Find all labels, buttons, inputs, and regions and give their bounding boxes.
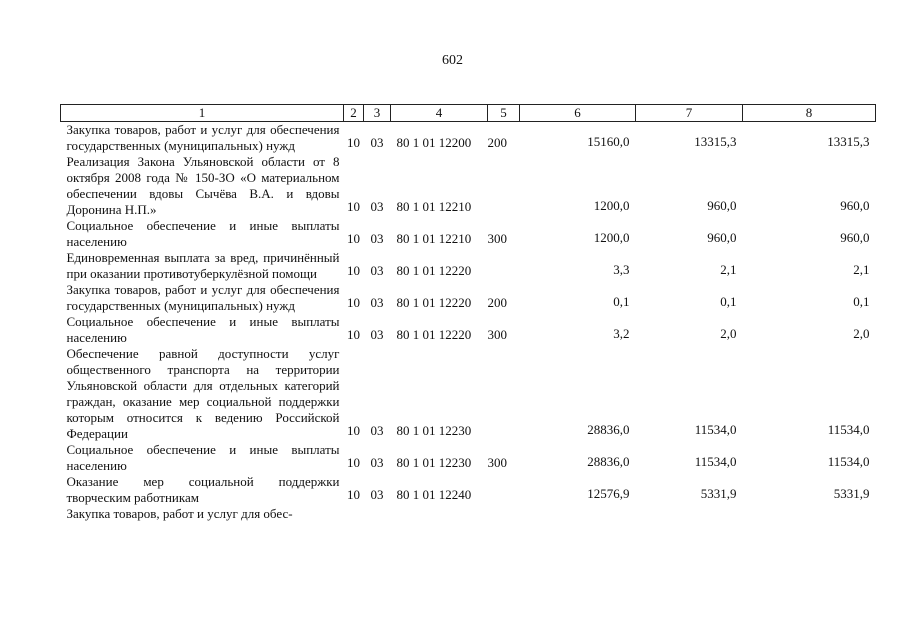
row-amount-7: 2,0: [720, 326, 737, 341]
row-section: 10: [347, 487, 360, 502]
row-target-article: 80 1 01 12220: [396, 295, 472, 310]
table-row: [61, 506, 876, 522]
row-expense-type: 200: [487, 135, 507, 150]
row-description: Закупка товаров, работ и услуг для обеспечения государственных (муниципальных) нужд: [66, 282, 340, 313]
table-row: [61, 282, 876, 314]
row-target-article: 80 1 01 12220: [396, 327, 472, 342]
row-section: 10: [347, 199, 360, 214]
row-amount-6: 12576,9: [587, 486, 630, 501]
row-amount-7: 2,1: [720, 262, 737, 277]
row-amount-6: 0,1: [613, 294, 630, 309]
column-header-4: 4: [391, 105, 488, 122]
row-description: Закупка товаров, работ и услуг для обеспечения государственных (муниципальных) нужд: [66, 122, 340, 153]
row-section: 10: [347, 295, 360, 310]
row-target-article: 80 1 01 12200: [396, 135, 472, 150]
table-row: [61, 122, 876, 155]
row-amount-8: [743, 506, 876, 522]
row-amount-8: 5331,9: [833, 486, 870, 501]
row-target-article: 80 1 01 12240: [396, 487, 472, 502]
row-amount-6: 3,2: [613, 326, 630, 341]
row-amount-7: 960,0: [707, 230, 737, 245]
row-section: 10: [347, 327, 360, 342]
table-header: [61, 105, 876, 122]
row-subsection: 03: [370, 295, 384, 310]
row-expense-type: [488, 506, 520, 522]
row-expense-type: 300: [487, 455, 507, 470]
column-header-3: 3: [364, 105, 391, 122]
row-amount-6: 3,3: [613, 262, 630, 277]
row-amount-6: 1200,0: [593, 230, 630, 245]
row-subsection: 03: [370, 199, 384, 214]
row-section: [344, 506, 364, 522]
row-amount-6: 28836,0: [587, 454, 630, 469]
table-row: [61, 218, 876, 250]
page-number: 602: [442, 53, 463, 68]
column-header-1: 1: [61, 105, 344, 122]
row-expense-type: [488, 250, 520, 282]
row-description: Социальное обеспечение и иные выплаты населению: [66, 442, 340, 473]
row-amount-7: [636, 506, 743, 522]
row-description: Единовременная выплата за вред, причинённый при оказании противотуберкулёзной помощи: [66, 250, 340, 281]
budget-table: [60, 104, 876, 522]
column-header-2: 2: [344, 105, 364, 122]
row-amount-8: 960,0: [840, 230, 870, 245]
row-expense-type: 300: [487, 327, 507, 342]
row-section: 10: [347, 455, 360, 470]
row-amount-6: [520, 506, 636, 522]
row-amount-7: 13315,3: [694, 134, 737, 149]
row-amount-6: 1200,0: [593, 198, 630, 213]
column-header-5: 5: [488, 105, 520, 122]
row-expense-type: [488, 346, 520, 442]
row-target-article: 80 1 01 12220: [396, 263, 472, 278]
table-row: [61, 474, 876, 506]
table-row: [61, 346, 876, 442]
row-expense-type: 200: [487, 295, 507, 310]
row-expense-type: [488, 154, 520, 218]
row-target-article: 80 1 01 12230: [396, 455, 472, 470]
row-target-article: 80 1 01 12210: [396, 199, 472, 214]
column-header-7: 7: [636, 105, 743, 122]
row-amount-7: 960,0: [707, 198, 737, 213]
row-description: Реализация Закона Ульяновской области от 8 октября 2008 года № 150-ЗО «О материальном обеспечении вдовы Сычёва В.А. и вдовы Доронина Н.П.»: [66, 154, 340, 217]
row-target-article: 80 1 01 12230: [396, 423, 472, 438]
row-target-article: 80 1 01 12210: [396, 231, 472, 246]
row-amount-8: 2,1: [853, 262, 870, 277]
row-section: 10: [347, 231, 360, 246]
row-amount-7: 5331,9: [700, 486, 737, 501]
row-amount-8: 13315,3: [827, 134, 870, 149]
row-description: Обеспечение равной доступности услуг общественного транспорта на территории Ульяновской области для отдельных категорий граждан, оказание мер социальной поддержки которым относится к ведению Российской Федерации: [66, 346, 340, 441]
row-target-article: [391, 506, 488, 522]
row-amount-8: 2,0: [853, 326, 870, 341]
row-amount-8: 0,1: [853, 294, 870, 309]
row-description: Социальное обеспечение и иные выплаты населению: [66, 314, 340, 345]
row-description: Социальное обеспечение и иные выплаты населению: [66, 218, 340, 249]
row-subsection: 03: [370, 327, 384, 342]
row-amount-6: 15160,0: [587, 134, 630, 149]
table-row: [61, 442, 876, 474]
row-subsection: 03: [370, 423, 384, 438]
row-expense-type: [488, 474, 520, 506]
table-row: [61, 250, 876, 282]
column-header-8: 8: [743, 105, 876, 122]
row-amount-6: 28836,0: [587, 422, 630, 437]
row-subsection: [364, 506, 391, 522]
row-amount-7: 11534,0: [694, 454, 737, 469]
row-description: Закупка товаров, работ и услуг для обес-: [66, 506, 293, 521]
row-subsection: 03: [370, 455, 384, 470]
column-header-6: 6: [520, 105, 636, 122]
row-amount-8: 960,0: [840, 198, 870, 213]
table-row: [61, 154, 876, 218]
row-section: 10: [347, 263, 360, 278]
row-subsection: 03: [370, 263, 384, 278]
row-expense-type: 300: [487, 231, 507, 246]
row-amount-7: 0,1: [720, 294, 737, 309]
row-section: 10: [347, 135, 360, 150]
row-amount-7: 11534,0: [694, 422, 737, 437]
row-subsection: 03: [370, 487, 384, 502]
row-amount-8: 11534,0: [827, 454, 870, 469]
row-section: 10: [347, 423, 360, 438]
row-subsection: 03: [370, 231, 384, 246]
row-subsection: 03: [370, 135, 384, 150]
row-description: Оказание мер социальной поддержки творческим работникам: [66, 474, 340, 505]
row-amount-8: 11534,0: [827, 422, 870, 437]
table-row: [61, 314, 876, 346]
